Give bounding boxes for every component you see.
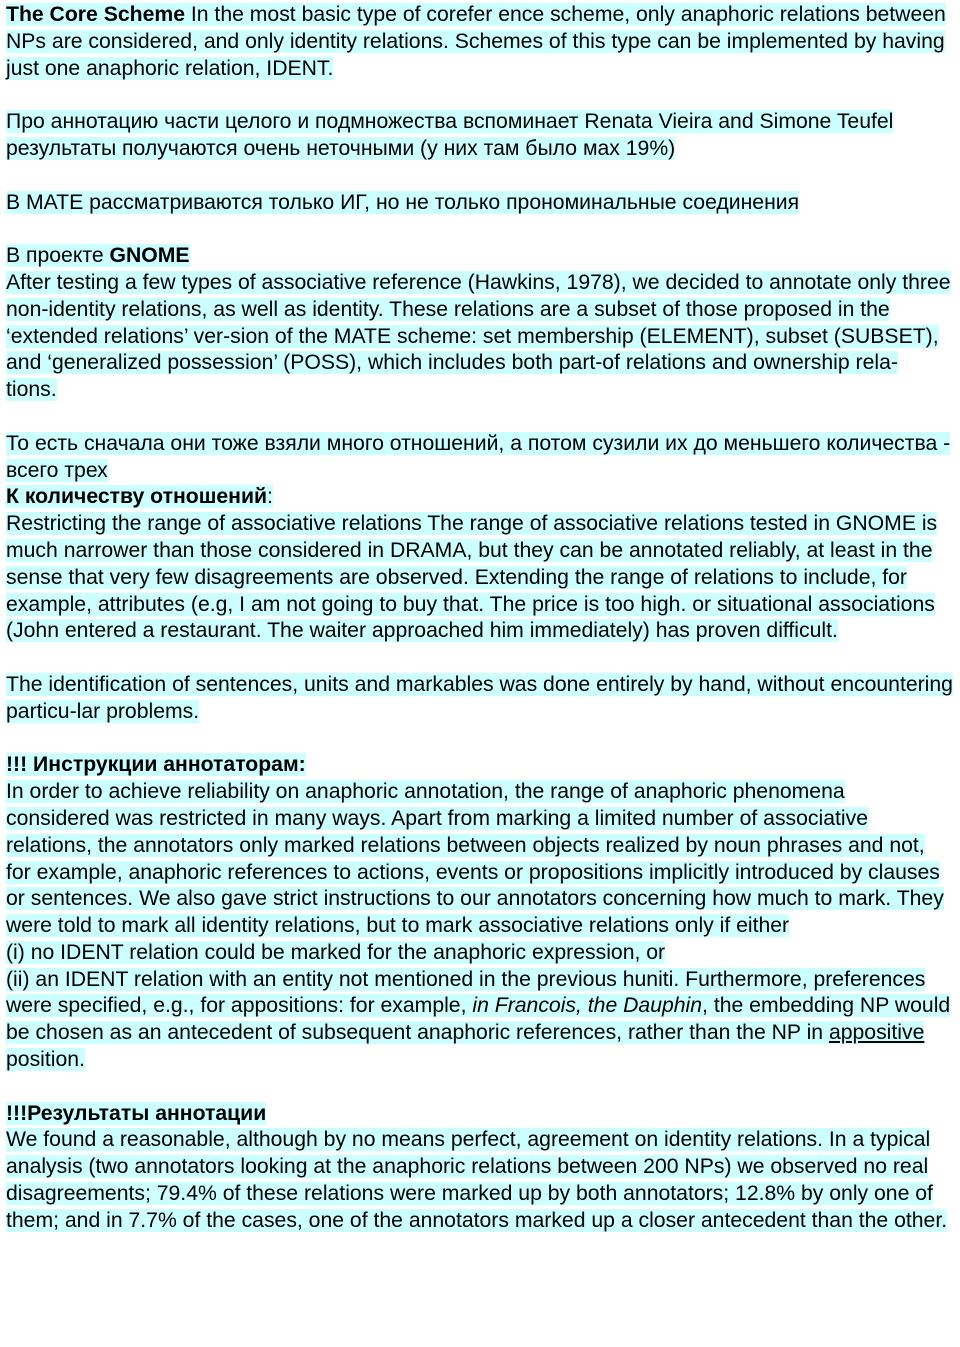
relations-count-paragraph — [6, 511, 954, 645]
results-paragraph — [6, 1127, 954, 1234]
core-scheme-title: The Core Scheme — [6, 3, 185, 26]
relations-count-text: Restricting the range of associative relations The range of associative relations tested in GNOME is much narrower than those considered in DRAMA, but they can be annotated reliably, at least in the sense that very few disagreements are observed. Extending the range of relations to include, for example, attributes (e.g, I am not going to buy that. The price is too high. or situational associations (John entered a restaurant. The waiter approached him immediately) has proven difficult. — [6, 512, 938, 643]
part-whole-note — [6, 109, 954, 163]
instructions-title: !!! Инструкции аннотаторам: — [6, 753, 306, 777]
gnome-text: After testing a few types of associative reference (Hawkins, 1978), we decided to annotate only three non-identity relations, as well as identity. These relations are a subset of those proposed in the ‘extended relations’ ver-sion of the MATE scheme: set membership (ELEMENT), subset (SUBSET), and ‘generalized possession’ (POSS), which includes both part-of relations and ownership rela- — [6, 270, 951, 375]
mate-text: В МАТЕ рассматриваются только ИГ, но не только прономинальные соединения — [6, 190, 800, 214]
narrow-note — [6, 431, 954, 485]
instructions-item-2-text-a: (ii) an IDENT relation with an entity not mentioned in the previous huniti. Furthermore, preferences were specified, e.g., for appositions: for example, — [6, 967, 926, 1018]
instructions-item-2-text-c: position. — [6, 1048, 85, 1072]
instructions-item-2-text-b: , the embedding NP would be chosen as an antecedent of subsequent anaphoric references, rather than the NP in — [6, 994, 951, 1045]
narrow-text: То есть сначала они тоже взяли много отношений, а потом сузили их до меньшего количества - всего трех — [6, 431, 951, 482]
results-heading — [6, 1101, 954, 1128]
relations-count-colon: : — [267, 485, 273, 509]
results-title: !!!Результаты аннотации — [6, 1101, 267, 1125]
core-scheme-paragraph — [6, 2, 954, 82]
instructions-heading — [6, 752, 954, 779]
relations-count-title: К количеству отношений — [6, 485, 267, 509]
instructions-item-2 — [6, 967, 954, 1074]
identification-text: The identification of sentences, units and markables was done entirely by hand, without encountering particu-lar problems. — [6, 672, 953, 723]
spacer — [6, 1074, 954, 1101]
gnome-paragraph — [6, 270, 954, 404]
instructions-paragraph — [6, 779, 954, 940]
spacer — [6, 163, 954, 190]
instructions-item-1 — [6, 940, 954, 967]
results-text: We found a reasonable, although by no means perfect, agreement on identity relations. In a typical analysis (two annotators looking at the anaphoric relations between 200 NPs) we observed no real disagreements; 79.4% of these relations were marked up by both annotators; 12.8% by only one of them; and in 7.7% of the cases, one of the annotators marked up a closer antecedent than the other. — [6, 1128, 948, 1232]
instructions-item-1-text: (i) no IDENT relation could be marked for the anaphoric expression, or — [6, 940, 666, 964]
spacer — [6, 82, 954, 109]
spacer — [6, 404, 954, 431]
identification-paragraph — [6, 672, 954, 726]
core-scheme-text: In the most basic type of corefer ence scheme, only anaphoric relations between NPs are considered, and only identity relations. Schemes of this type can be implemented by having just one anaphoric relation, IDENT. — [6, 3, 946, 80]
spacer — [6, 726, 954, 753]
instructions-item-2-italic: in Francois, the Dauphin — [472, 994, 703, 1018]
gnome-prefix: В проекте — [6, 244, 110, 268]
instructions-item-2-underlined: appositive — [828, 1021, 925, 1045]
spacer — [6, 645, 954, 672]
spacer — [6, 216, 954, 243]
relations-count-heading — [6, 484, 954, 511]
instructions-text: In order to achieve reliability on anaphoric annotation, the range of anaphoric phenomena considered was restricted in many ways. Apart from marking a limited number of associative relations, the annotators only marked relations between objects realized by noun phrases and not, for example, anaphoric references to actions, events or propositions implicitly introduced by clauses or sentences. We also gave strict instructions to our annotators concerning how much to mark. They were told to mark all identity relations, but to mark associative relations only if either — [6, 780, 944, 938]
gnome-text-end: tions. — [6, 378, 57, 402]
gnome-name: GNOME — [109, 244, 190, 268]
part-whole-text: Про аннотацию части целого и подмножества вспоминает Renata Vieira and Simone Teufel результаты получаются очень неточными (у них там было мах 19%) — [6, 110, 894, 160]
gnome-heading — [6, 243, 954, 270]
mate-note — [6, 190, 954, 217]
